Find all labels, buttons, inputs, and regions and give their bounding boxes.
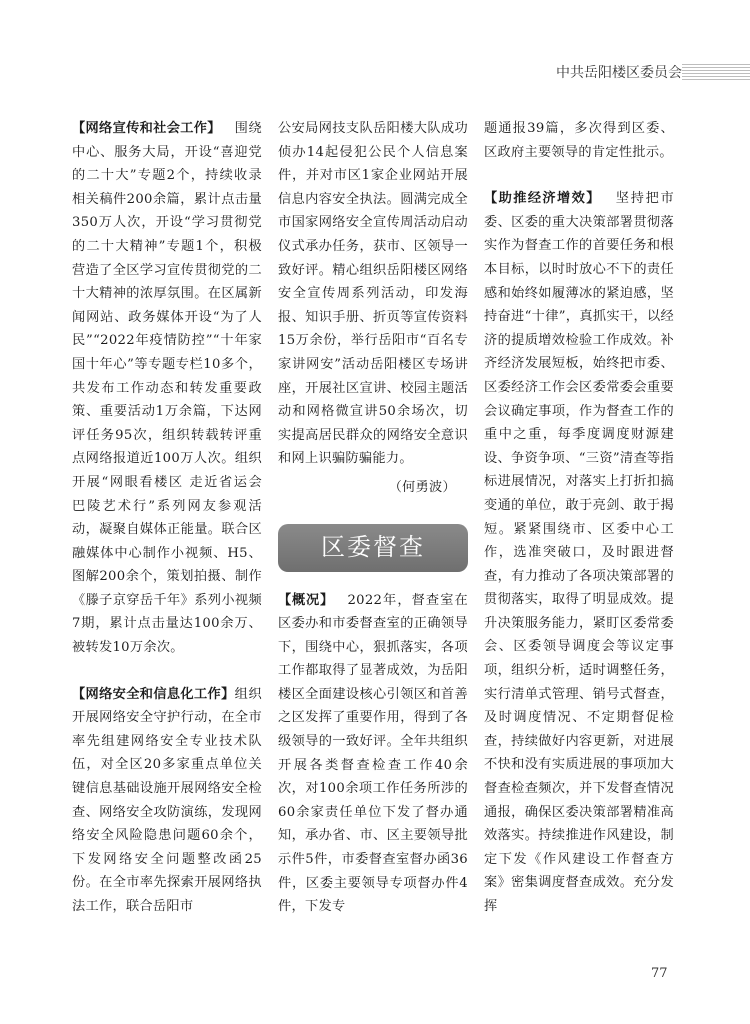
text-column-1	[72, 117, 262, 919]
paragraph-continuation	[278, 117, 468, 471]
paragraph-heading: 【网络宣传和社会工作】	[72, 121, 221, 136]
paragraph-body: 围绕中心、服务大局，开设“喜迎党的二十大”专题2个，持续收录相关稿件200余篇，累计点击量350万人次，开设“学习贯彻党的二十大精神”专题1个，积极营造了全区学习宣传贯彻党的二十大精神的浓厚氛围。在区属新闻网站、政务媒体开设“为了人民”“2022年疫情防控”“十年家国十年心”等专题专栏10多个，共发布工作动态和转发重要政策、重要活动1万余篇，下达网评任务95次，组织转载转评重点网络报道近100万人次。组织开展“网眼看楼区 走近省运会 巴陵艺术行”系列网友参观活动，凝聚自媒体正能量。联合区融媒体中心制作小视频、H5、图解200余个，策划拍摄、制作《滕子京穿岳千年》系列小视频7期，累计点击量达100余万、被转发10万余次。	[72, 121, 263, 656]
paragraph-body: 2022年，督查室在区委办和市委督查室的正确领导下，围绕中心，狠抓落实，各项工作都取得了显著成效，为岳阳楼区全面建设核心引领区和首善之区发挥了重要作用，得到了各级领导的一致好评。全年共组织开展各类督查检查工作40余次，对100余项工作任务所涉的60余家责任单位下发了督办通知，承办省、市、区主要领导批示件5件，市委督查室督办函36件，区委主要领导专项督办件4件，下发专	[278, 592, 469, 915]
paragraph-continuation	[484, 117, 674, 164]
paragraph-economic-boost	[484, 187, 674, 918]
author-credit: （何勇波）	[388, 479, 456, 495]
paragraph-body: 题通报39篇，多次得到区委、区政府主要领导的肯定性批示。	[484, 121, 674, 160]
paragraph-heading: 【概况】	[278, 592, 334, 608]
paragraph-body: 公安局网技支队岳阳楼大队成功侦办14起侵犯公民个人信息案件，并对市区1家企业网站开展信息内容安全执法。圆满完成全市国家网络安全宣传周活动启动仪式承办任务，获市、区领导一致好评。精心组织岳阳楼区网络安全宣传周系列活动，印发海报、知识手册、折页等宣传资料15万余份，举行岳阳市“百名专家讲网安”活动岳阳楼区专场讲座，开展社区宣讲、校园主题活动和网格微宣讲50余场次，切实提高居民群众的网络安全意识和网上识骗防骗能力。	[278, 121, 468, 467]
header-rule-decoration	[682, 64, 750, 80]
paragraph-network-publicity	[72, 117, 262, 660]
section-title: 区委督查	[321, 532, 425, 561]
text-column-3	[484, 117, 674, 919]
paragraph-network-security	[72, 683, 262, 919]
paragraph-body: 坚持把市委、区委的重大决策部署贯彻落实作为督查工作的首要任务和根本目标，以时时放心不下的责任感和始终如履薄冰的紧迫感，坚持奋进“十律”，真抓实干，以经济的提质增效检验工作成效。补齐经济发展短板，始终把市委、区委经济工作会区委常委会重要会议确定事项，作为督查工作的重中之重，每季度调度财源建设、争资争项、“三资”清查等指标进展情况，对落实上打折扣搞变通的单位，敢于亮剑、敢于揭短。紧紧围绕市、区委中心工作，选准突破口，及时跟进督查，有力推动了各项决策部署的贯彻落实，取得了明显成效。提升决策服务能力，紧盯区委常委会、区委领导调度会等议定事项，组织分析，适时调整任务，实行清单式管理、销号式督查，及时调度情况、不定期督促检查，持续做好内容更新，对进展不快和没有实质进展的事项加大督查检查频次，并下发督查情况通报，确保区委决策部署精准高效落实。持续推进作风建设，制定下发《作风建设工作督查方案》密集调度督查成效。充分发挥	[484, 191, 675, 914]
running-head-title: 中共岳阳楼区委员会	[556, 65, 682, 81]
paragraph-heading: 【网络安全和信息化工作】	[72, 686, 235, 702]
paragraph-body: 组织开展网络安全守护行动，在全市率先组建网络安全专业技术队伍，对全区20多家重点单位关键信息基础设施开展网络安全检查、网络安全攻防演练，发现网络安全风险隐患问题60余个，下发网络安全问题整改函25份。在全市率先探索开展网络执法工作，联合岳阳市	[72, 686, 262, 914]
text-column-2	[278, 117, 468, 919]
page-number: 77	[651, 966, 668, 981]
paragraph-heading: 【助推经济增效】	[484, 191, 601, 207]
section-title-box	[278, 524, 468, 572]
paragraph-overview	[278, 589, 468, 919]
